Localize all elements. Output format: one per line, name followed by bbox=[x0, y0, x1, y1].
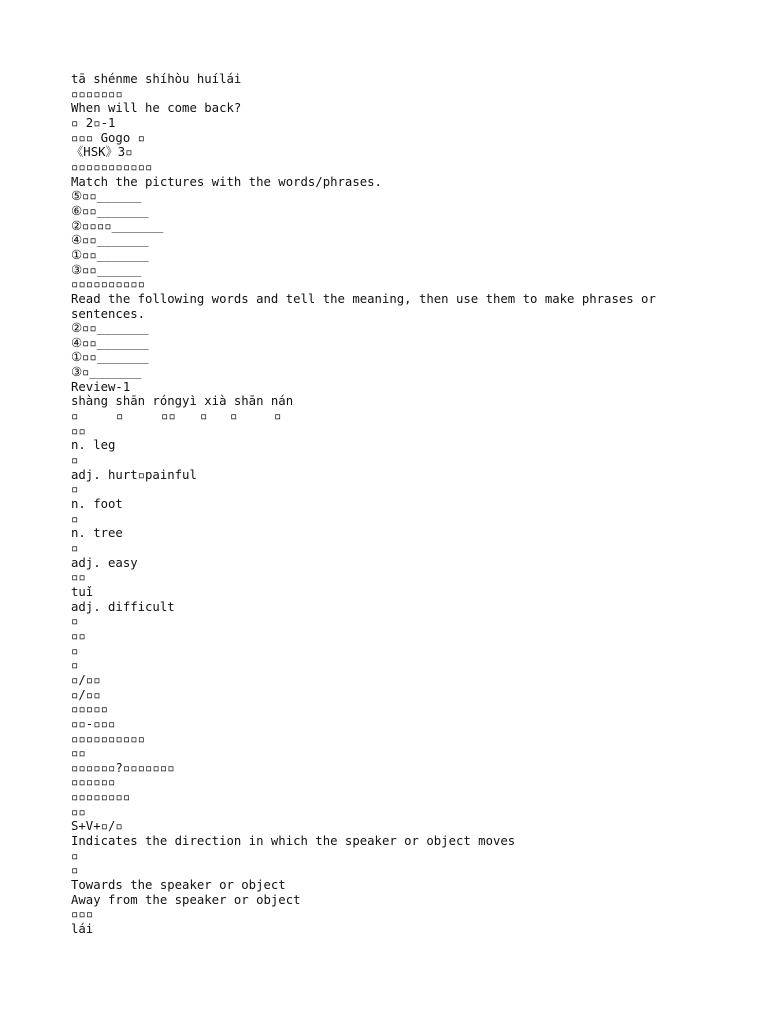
hanzi-box: ▫ bbox=[116, 409, 124, 424]
hanzi-box: ▫ bbox=[71, 409, 79, 424]
review-heading: Review-1 bbox=[71, 379, 131, 394]
vocab-meaning: adj. hurt▫painful bbox=[71, 467, 197, 482]
hanzi-box: ▫ bbox=[274, 409, 282, 424]
exercise-2-instruction: Read the following words and tell the meaning, then use them to make phrases or sentences. bbox=[71, 291, 656, 321]
text-line: ▫▫▫▫▫▫▫▫▫▫ bbox=[71, 731, 146, 746]
vocab-meaning: adj. easy bbox=[71, 555, 138, 570]
exercise-1-item: ①▫▫_______ bbox=[71, 247, 149, 262]
text-line: ▫ bbox=[71, 643, 79, 658]
vocab-hanzi: ▫ bbox=[71, 540, 79, 555]
document-page bbox=[71, 72, 731, 937]
chinese-title: ▫▫▫▫▫▫▫ bbox=[71, 86, 123, 101]
text-line: ▫▫ bbox=[71, 746, 86, 761]
text-line: ▫ bbox=[71, 848, 79, 863]
exercise-1-instruction: Match the pictures with the words/phrases. bbox=[71, 174, 382, 189]
hanzi-box: ▫ bbox=[230, 409, 238, 424]
text-line: ▫▫▫▫▫▫ bbox=[71, 775, 116, 790]
grammar-explanation: Away from the speaker or object bbox=[71, 892, 301, 907]
text-line: ▫▫▫▫▫▫▫▫ bbox=[71, 790, 131, 805]
grammar-explanation: Towards the speaker or object bbox=[71, 878, 286, 893]
exercise-2-heading: ▫▫▫▫▫▫▫▫▫▫ bbox=[71, 277, 146, 292]
exercise-1-item: ⑤▫▫______ bbox=[71, 189, 142, 204]
teacher-line: ▫▫▫ Gogo ▫ bbox=[71, 130, 146, 145]
exercise-1-heading: ▫▫▫▫▫▫▫▫▫▫▫ bbox=[71, 159, 153, 174]
review-hanzi-row bbox=[71, 409, 731, 424]
text-line: ▫/▫▫ bbox=[71, 672, 101, 687]
text-line: ▫▫▫ bbox=[71, 907, 94, 922]
exercise-2-item: ④▫▫_______ bbox=[71, 335, 149, 350]
text-line: ▫ bbox=[71, 614, 79, 629]
hanzi-box: ▫ bbox=[200, 409, 208, 424]
vocab-meaning: n. foot bbox=[71, 497, 123, 512]
text-line: ▫▫ bbox=[71, 804, 86, 819]
exercise-1-item: ④▫▫_______ bbox=[71, 233, 149, 248]
english-title: When will he come back? bbox=[71, 101, 242, 116]
vocab-meaning: n. tree bbox=[71, 526, 123, 541]
course-line: 《HSK》3▫ bbox=[71, 145, 133, 160]
vocab-meaning: n. leg bbox=[71, 438, 116, 453]
hanzi-box: ▫▫ bbox=[161, 409, 176, 424]
text-line: ▫/▫▫ bbox=[71, 687, 101, 702]
pinyin-title: tā shénme shíhòu huílái bbox=[71, 72, 242, 86]
exercise-2-item: ①▫▫_______ bbox=[71, 350, 149, 365]
vocab-hanzi: ▫ bbox=[71, 511, 79, 526]
text-line: ▫▫ bbox=[71, 628, 86, 643]
review-pinyin: shàng shān róngyì xià shān nán bbox=[71, 394, 294, 409]
grammar-explanation: Indicates the direction in which the speaker or object moves bbox=[71, 834, 516, 849]
exercise-1-item: ②▫▫▫▫_______ bbox=[71, 218, 164, 233]
exercise-2-item: ②▫▫_______ bbox=[71, 321, 149, 336]
vocab-hanzi: ▫ bbox=[71, 482, 79, 497]
text-line: lái bbox=[71, 922, 94, 937]
vocab-hanzi: ▫▫ bbox=[71, 570, 86, 585]
vocab-hanzi: ▫▫ bbox=[71, 423, 86, 438]
text-line: ▫ bbox=[71, 658, 79, 673]
exercise-1-item: ③▫▫______ bbox=[71, 262, 142, 277]
text-line: ▫▫▫▫▫ bbox=[71, 702, 109, 717]
exercise-2-item: ③▫_______ bbox=[71, 365, 142, 380]
grammar-pattern: S+V+▫/▫ bbox=[71, 819, 123, 834]
exercise-1-item: ⑥▫▫_______ bbox=[71, 203, 149, 218]
vocab-pinyin: tuǐ bbox=[71, 584, 94, 599]
vocab-hanzi: ▫ bbox=[71, 453, 79, 468]
text-line: ▫▫-▫▫▫ bbox=[71, 716, 116, 731]
vocab-meaning: adj. difficult bbox=[71, 599, 175, 614]
text-line: ▫ bbox=[71, 863, 79, 878]
lesson-number: ▫ 2▫-1 bbox=[71, 115, 116, 130]
text-line: ▫▫▫▫▫▫?▫▫▫▫▫▫▫ bbox=[71, 760, 175, 775]
